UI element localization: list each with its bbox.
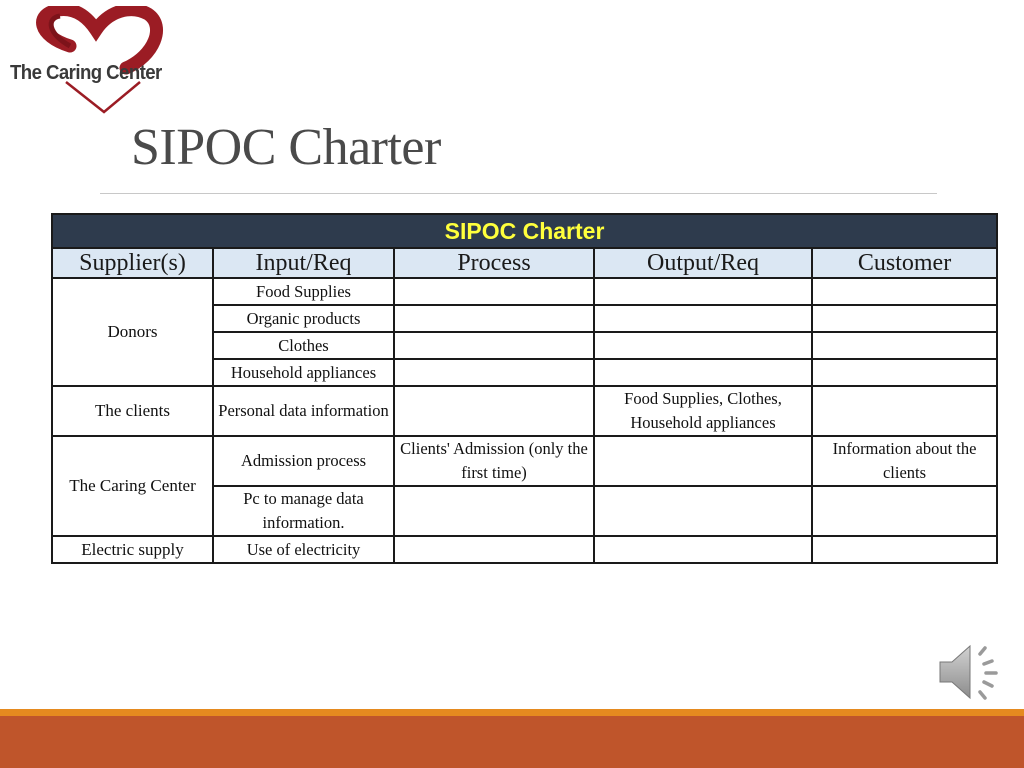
footer-band bbox=[0, 716, 1024, 768]
customer-cell bbox=[812, 386, 997, 436]
input-cell: Food Supplies bbox=[213, 278, 394, 305]
header-input: Input/Req bbox=[213, 248, 394, 278]
input-cell: Use of electricity bbox=[213, 536, 394, 563]
input-cell: Personal data information bbox=[213, 386, 394, 436]
supplier-cell: The clients bbox=[52, 386, 213, 436]
process-cell bbox=[394, 278, 594, 305]
customer-cell bbox=[812, 359, 997, 386]
process-cell bbox=[394, 386, 594, 436]
header-customer: Customer bbox=[812, 248, 997, 278]
output-cell bbox=[594, 536, 812, 563]
table-row bbox=[52, 278, 997, 305]
input-cell: Clothes bbox=[213, 332, 394, 359]
table-row bbox=[52, 436, 997, 486]
input-cell: Household appliances bbox=[213, 359, 394, 386]
customer-cell bbox=[812, 332, 997, 359]
input-cell: Pc to manage data information. bbox=[213, 486, 394, 536]
process-cell bbox=[394, 359, 594, 386]
logo bbox=[8, 6, 198, 118]
customer-cell bbox=[812, 486, 997, 536]
customer-cell: Information about the clients bbox=[812, 436, 997, 486]
supplier-cell: Donors bbox=[52, 278, 213, 386]
customer-cell bbox=[812, 305, 997, 332]
output-cell bbox=[594, 305, 812, 332]
process-cell: Clients' Admission (only the first time) bbox=[394, 436, 594, 486]
customer-cell bbox=[812, 278, 997, 305]
output-cell bbox=[594, 278, 812, 305]
process-cell bbox=[394, 486, 594, 536]
header-output: Output/Req bbox=[594, 248, 812, 278]
slide-title: SIPOC Charter bbox=[131, 119, 441, 176]
customer-cell bbox=[812, 536, 997, 563]
table-banner: SIPOC Charter bbox=[52, 214, 997, 248]
input-cell: Organic products bbox=[213, 305, 394, 332]
table-row bbox=[52, 386, 997, 436]
process-cell bbox=[394, 536, 594, 563]
output-cell bbox=[594, 359, 812, 386]
table-row bbox=[52, 536, 997, 563]
supplier-cell: The Caring Center bbox=[52, 436, 213, 536]
footer-accent-band bbox=[0, 709, 1024, 716]
header-process: Process bbox=[394, 248, 594, 278]
output-cell bbox=[594, 486, 812, 536]
title-divider bbox=[100, 193, 937, 194]
output-cell bbox=[594, 436, 812, 486]
output-cell: Food Supplies, Clothes, Household appliances bbox=[594, 386, 812, 436]
process-cell bbox=[394, 332, 594, 359]
logo-text: The Caring Center bbox=[10, 62, 162, 84]
speaker-icon[interactable] bbox=[936, 640, 1006, 704]
input-cell: Admission process bbox=[213, 436, 394, 486]
sipoc-table bbox=[51, 213, 998, 564]
output-cell bbox=[594, 332, 812, 359]
header-supplier: Supplier(s) bbox=[52, 248, 213, 278]
supplier-cell: Electric supply bbox=[52, 536, 213, 563]
process-cell bbox=[394, 305, 594, 332]
